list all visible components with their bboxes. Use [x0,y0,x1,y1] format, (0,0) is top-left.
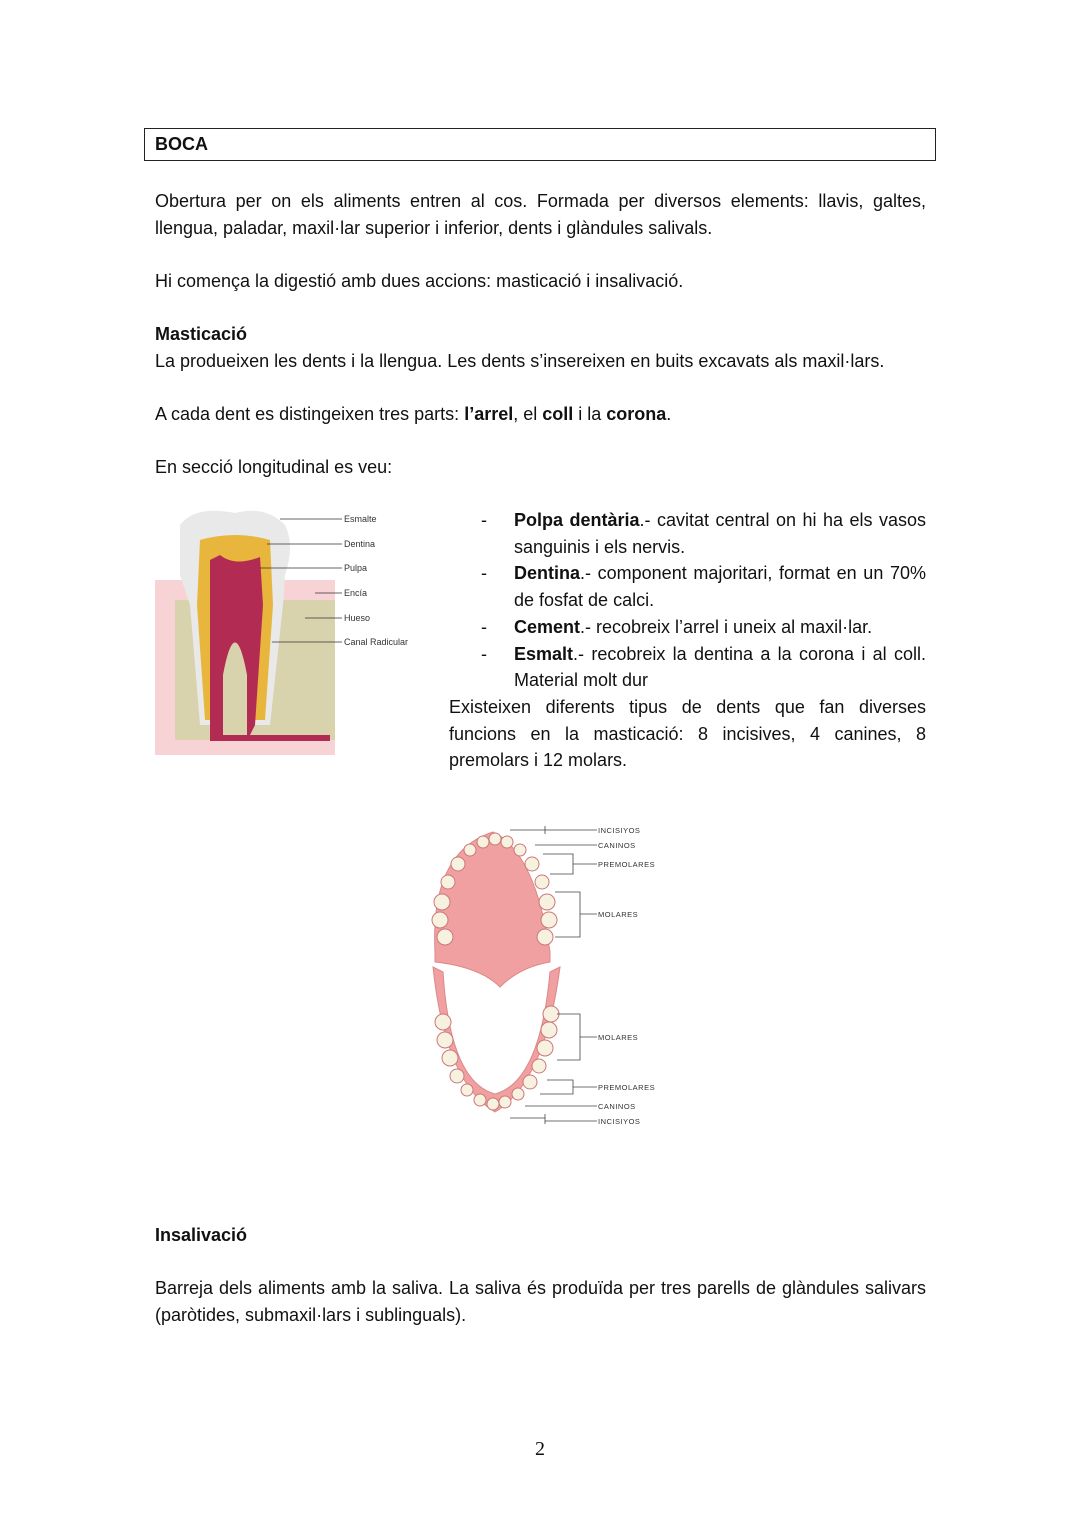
intro-paragraph: Obertura per on els aliments entren al cos. Formada per diversos elements: llavis, galtes, llengua, paladar, maxil·lar superior i inferior, dents i glàndules salivals. [155,191,926,238]
tooth-types-paragraph: Existeixen diferents tipus de dents que fan diverses funcions en la masticació: 8 incisives, 4 canines, 8 premolars i 12 molars. [449,696,926,771]
label-hueso: Hueso [344,613,371,623]
text: . [666,404,672,424]
list-item [449,507,926,560]
label-incisivos-upper: INCISIYOS [598,826,641,835]
section-title-box [144,128,936,161]
term: Cement [514,616,581,637]
dash: - [481,510,487,530]
term: Polpa dentària [514,510,640,530]
label-premolares-upper: PREMOLARES [598,860,656,869]
tooth-parts-paragraph [155,401,926,428]
seccio-text: En secció longitudinal es veu: [155,457,393,477]
text: , el [513,404,543,424]
page-number: 2 [535,1438,545,1460]
label-premolares-lower: PREMOLARES [598,1083,656,1092]
upper-jaw [435,832,550,987]
list-item [449,641,926,694]
label-molares-lower: MOLARES [598,1033,639,1042]
label-molares-upper: MOLARES [598,910,639,919]
list-item [449,614,926,641]
dental-arch-diagram [425,822,675,1128]
label-pulpa: Pulpa [344,563,368,573]
insalivacio-heading: Insalivació [155,1225,248,1245]
section-title: BOCA [155,134,208,154]
list-item [449,560,926,613]
label-caninos-lower: CANINOS [598,1102,636,1111]
text: i la [573,404,607,424]
dash: - [481,616,487,637]
term-coll: coll [542,404,574,424]
label-encia: Encía [344,588,368,598]
label-esmalte: Esmalte [344,514,377,524]
label-dentina: Dentina [344,539,376,549]
masticacio-heading: Masticació [155,324,248,344]
label-canal-radicular: Canal Radicular [344,637,409,647]
label-incisivos-lower: INCISIYOS [598,1117,641,1126]
tooth-cross-section-diagram [155,505,425,757]
label-caninos-upper: CANINOS [598,841,636,850]
description: .- recobreix la dentina a la corona i al coll. Material molt dur [514,643,926,691]
term-arrel: l’arrel [464,404,514,424]
dash: - [481,643,487,664]
digestion-paragraph: Hi comença la digestió amb dues accions: masticació i insalivació. [155,271,684,291]
tooth-parts-list [449,507,926,774]
description: .- component majoritari, format en un 70% de fosfat de calci. [514,563,926,611]
masticacio-paragraph: La produeixen les dents i la llengua. Les dents s’insereixen en buits excavats als maxil·lars. [155,351,885,371]
dash: - [481,563,487,584]
term: Esmalt [514,643,574,664]
insalivacio-paragraph: Barreja dels aliments amb la saliva. La saliva és produïda per tres parells de glàndules salivars (paròtides, submaxil·lars i sublinguals). [155,1278,926,1325]
description: .- cavitat central on hi ha els vasos sanguinis i els nervis. [514,510,926,557]
term-corona: corona [606,404,667,424]
term: Dentina [514,563,581,584]
text: A cada dent es distingeixen tres parts: [155,404,465,424]
description: .- recobreix l’arrel i uneix al maxil·lar. [580,616,873,637]
